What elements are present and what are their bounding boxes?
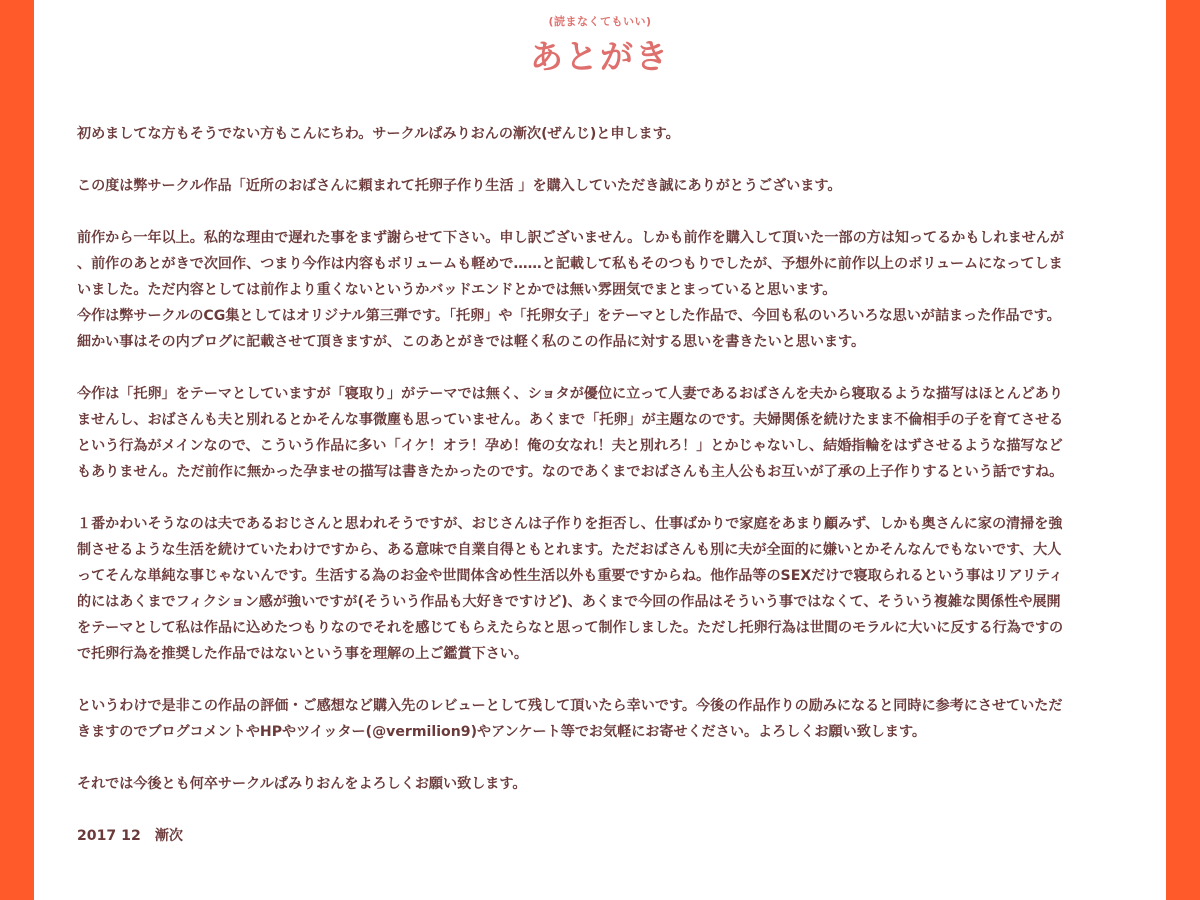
page-title: あとがき xyxy=(530,37,670,76)
paragraph-line: この度は弊サークル作品「近所のおばさんに頼まれて托卵子作り生活 」を購入していただき誠にありがとうございます。 xyxy=(77,178,842,194)
paragraph-line: 今作は弊サークルのCG集としてはオリジナル第三弾です。「托卵」や「托卵女子」をテーマとした作品で、今回も私のいろいろな思いが詰まった作品です。 xyxy=(77,308,1061,324)
paragraph-line: 的にはあくまでフィクション感が強いですが(そういう作品も大好きですけど)、あくまで今回の作品はそういう事ではなくて、そういう複雑な関係性や展開 xyxy=(77,594,1061,610)
paragraph-line: もありません。ただ前作に無かった孕ませの描写は書きたかったのです。なのであくまでおばさんも主人公もお互いが了承の上子作りするという話ですね。 xyxy=(77,464,1064,480)
paragraph-line: 今作は「托卵」をテーマとしていますが「寝取り」がテーマでは無く、ショタが優位に立って人妻であるおばさんを夫から寝取るような描写はほとんどあり xyxy=(77,386,1063,402)
paragraph-line: をテーマとして私は作品に込めたつもりなのでそれを感じてもらえたらなと思って制作しました。ただし托卵行為は世間のモラルに大いに反する行為ですの xyxy=(77,620,1064,636)
page-subtitle: (読まなくてもいい) xyxy=(548,15,652,28)
paragraph-line: きますのでブログコメントやHPやツイッター(@vermilion9)やアンケート等でお気軽にお寄せください。よろしくお願い致します。 xyxy=(77,724,927,740)
afterword-page xyxy=(34,0,1166,900)
paragraph-line: いました。ただ内容としては前作より重くないというかバッドエンドとかでは無い雰囲気でまとまっていると思います。 xyxy=(77,282,837,298)
paragraph-line: １番かわいそうなのは夫であるおじさんと思われそうですが、おじさんは子作りを拒否し、仕事ばかりで家庭をあまり顧みず、しかも奥さんに家の清掃を強 xyxy=(77,516,1063,532)
paragraph-line: という行為がメインなので、こういう作品に多い「イケ！オラ！孕め！俺の女なれ！夫と別れろ！」とかじゃないし、結婚指輪をはずさせるような描写など xyxy=(77,438,1063,454)
paragraph-line: ませんし、おばさんも夫と別れるとかそんな事微塵も思っていません。あくまで「托卵」が主題なのです。夫婦関係を続けたまま不倫相手の子を育てさせる xyxy=(77,412,1064,428)
paragraph-line: ってそんな単純な事じゃないんです。生活する為のお金や世間体含め性生活以外も重要ですからね。他作品等のSEXだけで寝取られるという事はリアリティ xyxy=(77,568,1063,584)
paragraph-line: 初めましてな方もそうでない方もこんにちわ。サークルぱみりおんの漸次(ぜんじ)と申します。 xyxy=(77,126,680,142)
paragraph-line: 前作から一年以上。私的な理由で遅れた事をまず謝らせて下さい。申し訳ございません。しかも前作を購入して頂いた一部の方は知ってるかもしれませんが xyxy=(77,230,1064,246)
paragraph-line: それでは今後とも何卒サークルぱみりおんをよろしくお願い致します。 xyxy=(77,776,527,792)
afterword-body xyxy=(77,121,1125,849)
paragraph-line: で托卵行為を推奨した作品ではないという事を理解の上ご鑑賞下さい。 xyxy=(77,646,528,662)
paragraph-line: 、前作のあとがきで次回作、つまり今作は内容もボリュームも軽めで……と記載して私もそのつもりでしたが、予想外に前作以上のボリュームになってしま xyxy=(77,256,1063,272)
paragraph-line: 制させるような生活を続けていたわけですから、ある意味で自業自得ともとれます。ただおばさんも別に夫が全面的に嫌いとかそんなんでもないです、大人 xyxy=(77,542,1062,558)
signature: 2017 12 漸次 xyxy=(77,828,184,844)
paragraph-line: 細かい事はその内ブログに記載させて頂きますが、このあとがきでは軽く私のこの作品に対する思いを書きたいと思います。 xyxy=(77,334,866,350)
paragraph-line: というわけで是非この作品の評価・ご感想など購入先のレビューとして残して頂いたら幸いです。今後の作品作りの励みになると同時に参考にさせていただ xyxy=(77,698,1063,714)
